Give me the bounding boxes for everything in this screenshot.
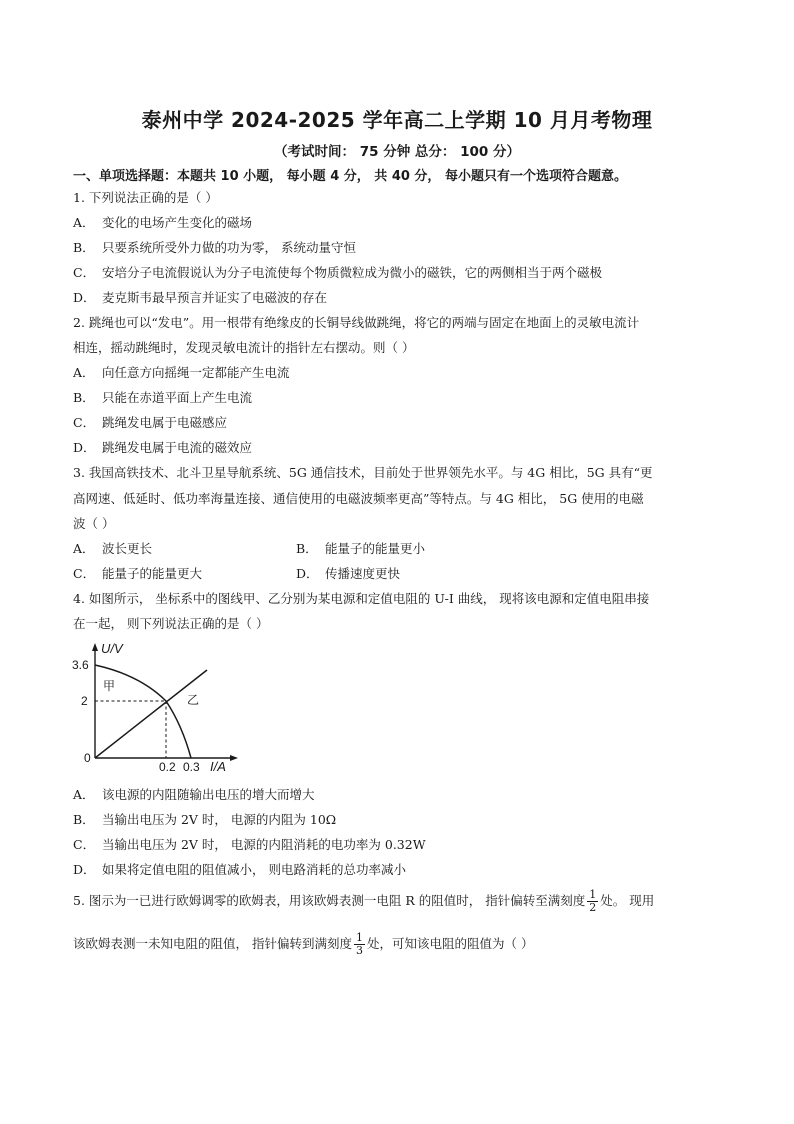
fraction-denominator: 3 (355, 944, 363, 957)
option-letter: A． (73, 365, 95, 380)
option-text: 跳绳发电属于电磁感应 (102, 415, 228, 430)
q5-line-2 (73, 929, 533, 959)
option-text: 麦克斯韦最早预言并证实了电磁波的存在 (102, 290, 328, 305)
page-title: 泰州中学 2024-2025 学年高二上学期 10 月月考物理 (141, 108, 653, 132)
option-letter: A． (73, 787, 95, 802)
option-text: 只要系统所受外力做的功为零， 系统动量守恒 (102, 240, 356, 255)
q5-text-part-1: 5. 图示为一已进行欧姆调零的欧姆表，用该欧姆表测一电阻 R 的阻值时， 指针偏转至满刻度 (73, 893, 586, 908)
option-letter: C． (73, 265, 96, 280)
q3-option-d (296, 566, 400, 582)
q2-option-a (73, 365, 290, 381)
option-letter: A． (73, 215, 95, 230)
q3-stem-line-1: 3. 我国高铁技术、北斗卫星导航系统、5G 通信技术，目前处于世界领先水平。与 4G 相比，5G 具有“更 (73, 465, 653, 480)
option-text: 跳绳发电属于电流的磁效应 (102, 440, 253, 455)
option-letter: D． (73, 440, 96, 455)
curve-label-jia: 甲 (103, 679, 116, 693)
q4-option-a (73, 787, 315, 803)
fraction-one-half (587, 889, 598, 914)
option-letter: D． (73, 862, 96, 877)
q1-stem: 1. 下列说法正确的是（ ） (73, 190, 218, 205)
q2-option-c (73, 415, 227, 431)
fraction-denominator: 2 (589, 901, 597, 914)
q3-stem-line-2: 高网速、低延时、低功率海量连接、通信使用的电磁波频率更高”等特点。与 4G 相比， 5G 使用的电磁 (73, 491, 644, 506)
q5-text-part-2: 处。 现用 (600, 893, 655, 908)
x-axis-label: I/A (210, 759, 226, 774)
q5-text-part-4: 处，可知该电阻的阻值为（ ） (366, 936, 534, 951)
q1-option-a (73, 215, 252, 231)
option-letter: B． (73, 240, 95, 255)
q4-option-d (73, 862, 406, 878)
y-axis-label: U/V (101, 641, 123, 656)
option-letter: C． (73, 837, 96, 852)
q2-stem-line-2: 相连，摇动跳绳时，发现灵敏电流计的指针左右摆动。则（ ） (73, 340, 415, 355)
q3-option-row-2 (73, 566, 753, 582)
option-letter: A． (73, 541, 95, 556)
option-text: 变化的电场产生变化的磁场 (102, 215, 253, 230)
option-letter: B． (296, 541, 318, 556)
origin-label: 0 (84, 751, 91, 765)
q1-option-d (73, 290, 327, 306)
y-axis-arrow (92, 643, 98, 651)
option-text: 波长更长 (102, 541, 153, 556)
curve-label-yi: 乙 (187, 693, 200, 707)
q3-option-row-1 (73, 541, 753, 557)
q1-option-b (73, 240, 356, 256)
option-letter: D． (73, 290, 96, 305)
q4-option-c (73, 837, 426, 853)
x-tick-0.2: 0.2 (159, 760, 176, 774)
q2-option-b (73, 390, 252, 406)
fraction-numerator: 1 (355, 931, 363, 944)
option-text: 该电源的内阻随输出电压的增大而增大 (102, 787, 315, 802)
q5-line-1 (73, 886, 654, 916)
fraction-one-third (354, 932, 365, 957)
section-heading: 一、单项选择题：本题共 10 小题， 每小题 4 分， 共 40 分， 每小题只有一个选项符合题意。 (73, 169, 627, 184)
q3-stem-line-3: 波（ ） (73, 516, 115, 531)
q2-stem-line-1: 2. 跳绳也可以“发电”。用一根带有绝缘皮的长铜导线做跳绳，将它的两端与固定在地面上的灵敏电流计 (73, 315, 640, 330)
option-text: 传播速度更快 (325, 566, 401, 581)
option-text: 能量子的能量更小 (325, 541, 426, 556)
option-letter: D． (296, 566, 319, 581)
option-text: 如果将定值电阻的阻值减小， 则电路消耗的总功率减小 (102, 862, 406, 877)
q4-option-b (73, 812, 336, 828)
exam-info: （考试时间： 75 分钟 总分： 100 分） (274, 144, 520, 160)
option-text: 安培分子电流假说认为分子电流使每个物质微粒成为微小的磁铁，它的两侧相当于两个磁极 (102, 265, 603, 280)
option-text: 能量子的能量更大 (102, 566, 203, 581)
q1-option-c (73, 265, 602, 281)
fraction-numerator: 1 (589, 888, 597, 901)
q4-stem-line-2: 在一起， 则下列说法正确的是（ ） (73, 616, 269, 631)
option-letter: B． (73, 812, 95, 827)
q4-stem-line-1: 4. 如图所示， 坐标系中的图线甲、乙分别为某电源和定值电阻的 U-I 曲线， 现将该电源和定值电阻串接 (73, 591, 650, 606)
option-text: 只能在赤道平面上产生电流 (102, 390, 253, 405)
option-letter: B． (73, 390, 95, 405)
option-text: 当输出电压为 2V 时， 电源的内阻为 10Ω (102, 812, 337, 827)
ui-graph (70, 640, 250, 775)
q3-option-b (296, 541, 425, 557)
x-axis-arrow (230, 755, 238, 761)
option-letter: C． (73, 566, 96, 581)
q5-text-part-3: 该欧姆表测一未知电阻的阻值， 指针偏转到满刻度 (73, 936, 352, 951)
option-text: 向任意方向摇绳一定都能产生电流 (102, 365, 290, 380)
x-tick-0.3: 0.3 (183, 760, 200, 774)
q2-option-d (73, 440, 252, 456)
option-text: 当输出电压为 2V 时， 电源的内阻消耗的电功率为 0.32W (102, 837, 426, 852)
option-letter: C． (73, 415, 96, 430)
y-tick-2: 2 (81, 694, 88, 708)
y-tick-3.6: 3.6 (72, 658, 89, 672)
